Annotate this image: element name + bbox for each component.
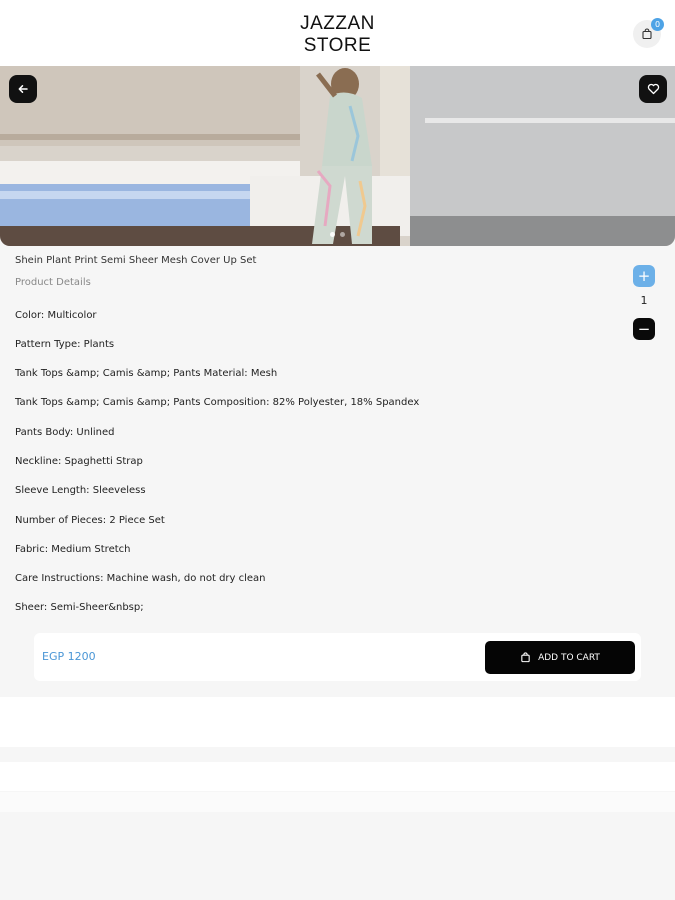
product-price: EGP 1200	[42, 650, 96, 663]
cart-count-badge: 0	[651, 18, 664, 31]
pager-dot[interactable]	[340, 232, 345, 237]
detail-composition: Tank Tops &amp; Camis &amp; Pants Composition: 82% Polyester, 18% Spandex	[15, 397, 420, 408]
store-logo[interactable]	[0, 13, 675, 57]
add-to-cart-label: ADD TO CART	[538, 652, 600, 663]
favorite-button[interactable]	[639, 75, 667, 103]
pager-dot-active[interactable]	[330, 232, 335, 237]
store-name-line1: JAZZAN	[300, 13, 375, 34]
detail-sheer: Sheer: Semi-Sheer&nbsp;	[15, 602, 144, 613]
product-photo	[0, 66, 675, 246]
product-details-heading: Product Details	[15, 277, 91, 288]
detail-care-instructions: Care Instructions: Machine wash, do not dry clean	[15, 573, 266, 584]
product-image[interactable]	[0, 66, 675, 246]
detail-pattern-type: Pattern Type: Plants	[15, 339, 115, 350]
quantity-decrease-button[interactable]: −	[633, 318, 655, 340]
detail-pants-body: Pants Body: Unlined	[15, 427, 115, 438]
detail-fabric: Fabric: Medium Stretch	[15, 544, 131, 555]
arrow-left-icon	[17, 83, 29, 95]
detail-number-of-pieces: Number of Pieces: 2 Piece Set	[15, 515, 165, 526]
detail-color: Color: Multicolor	[15, 310, 97, 321]
back-button[interactable]	[9, 75, 37, 103]
detail-neckline: Neckline: Spaghetti Strap	[15, 456, 143, 467]
heart-icon	[647, 83, 660, 95]
shopping-bag-icon	[520, 652, 531, 663]
app-header	[0, 0, 675, 66]
content-placeholder-band	[0, 792, 675, 812]
detail-material: Tank Tops &amp; Camis &amp; Pants Material: Mesh	[15, 368, 278, 379]
add-to-cart-button[interactable]	[485, 641, 635, 674]
product-title: Shein Plant Print Semi Sheer Mesh Cover Up Set	[15, 255, 257, 266]
content-placeholder-band	[0, 697, 675, 747]
detail-sleeve-length: Sleeve Length: Sleeveless	[15, 485, 146, 496]
content-placeholder-band	[0, 762, 675, 791]
image-pager-dots	[330, 232, 345, 237]
quantity-value: 1	[640, 294, 648, 307]
shopping-bag-icon	[641, 28, 653, 40]
store-name-line2: STORE	[303, 35, 372, 56]
quantity-increase-button[interactable]: +	[633, 265, 655, 287]
